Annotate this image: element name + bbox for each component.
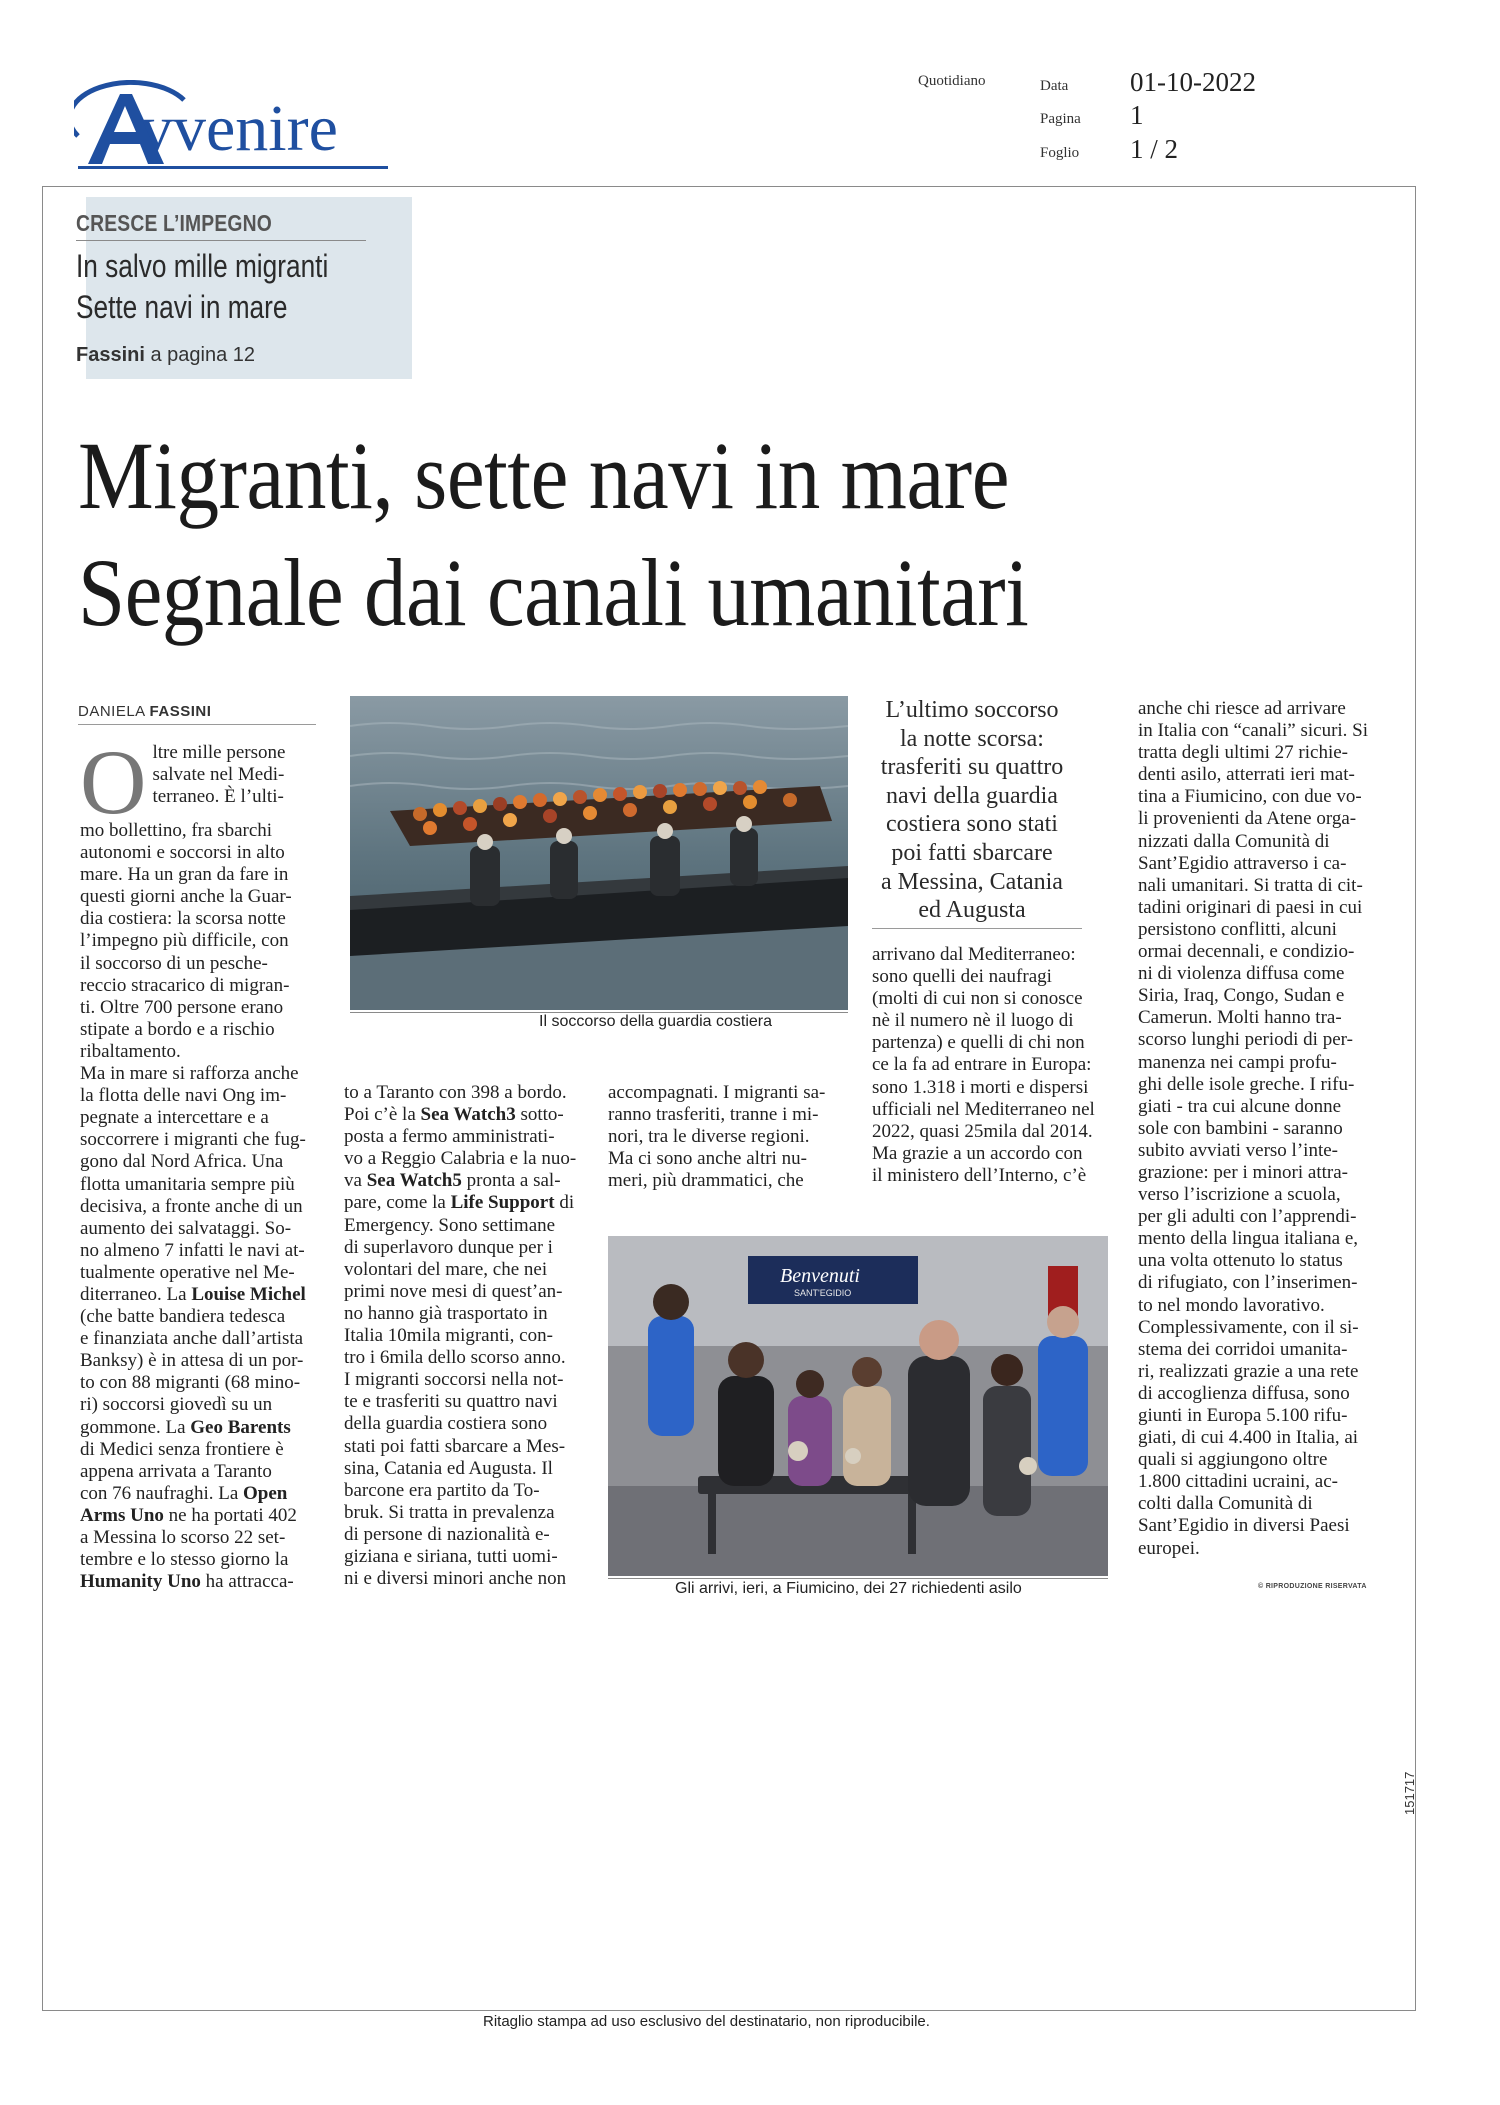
deck-line: a Messina, Catania	[881, 868, 1063, 895]
text-line: to a Taranto con 398 a bordo.	[344, 1082, 567, 1103]
text-line: il ministero dell’Interno, c’è	[872, 1164, 1087, 1186]
text-line: sono quelli dei naufragi	[872, 966, 1052, 988]
deck-line: costiera sono stati	[886, 811, 1058, 838]
deck-line: L’ultimo soccorso	[885, 697, 1059, 723]
text-line: tro i 6mila dello scorso anno.	[344, 1347, 566, 1369]
ship-name: Arms Uno	[80, 1504, 164, 1526]
text-line: questi giorni anche la Guar-	[80, 886, 292, 908]
text-line: Complessivamente, con il si-	[1138, 1316, 1359, 1338]
text-line: giunti in Europa 5.100 rifu-	[1138, 1405, 1348, 1426]
ship-name: Sea Watch5	[366, 1170, 462, 1192]
text-line: anche chi riesce ad arrivare	[1138, 698, 1346, 719]
text-line: in Italia con “canali” sicuri. Si	[1138, 720, 1369, 742]
text-line: (molti di cui non si conosce	[872, 988, 1083, 1010]
publication-type: Quotidiano	[918, 73, 986, 89]
deck-line: trasferiti su quattro	[880, 754, 1064, 781]
text-line	[80, 1417, 318, 1439]
text-line: denti asilo, atterrati ieri mat-	[1138, 764, 1355, 786]
text-line: Sant’Egidio attraverso i ca-	[1138, 852, 1347, 874]
text-line: scorso lunghi periodi di per-	[1138, 1029, 1353, 1051]
text-line: nali umanitari. Si tratta di cit-	[1138, 874, 1363, 896]
column-4	[872, 944, 1110, 1187]
text-line: mo bollettino, fra sbarchi	[80, 820, 273, 841]
ship-name: Louise Michel	[191, 1283, 306, 1305]
text-line: di persone di nazionalità e-	[344, 1523, 550, 1545]
article-deck	[872, 696, 1072, 925]
text-line: tadini originari di paesi in cui	[1138, 896, 1363, 918]
text-line: partenza) e quelli di chi non	[872, 1032, 1085, 1054]
text-line: meri, più drammatici, che	[608, 1170, 804, 1192]
text-line: nizzati dalla Comunità di	[1138, 830, 1330, 852]
text-line: aumento dei salvataggi. So-	[80, 1217, 292, 1239]
text-line: quali si aggiungono oltre	[1138, 1449, 1328, 1471]
text-line: Camerun. Molti hanno tra-	[1138, 1007, 1342, 1029]
text-span: diterraneo. La	[80, 1283, 192, 1305]
text-line: persistono conflitti, alcuni	[1138, 918, 1337, 940]
teaser-rule	[76, 240, 366, 241]
text-span: Poi c’è la	[344, 1104, 421, 1126]
text-line: terraneo. È l’ulti-	[152, 786, 284, 808]
text-line: stati poi fatti sbarcare a Mes-	[344, 1435, 566, 1457]
avvenire-logo	[74, 80, 394, 172]
ship-name: Sea Watch3	[420, 1104, 516, 1126]
text-line: ni e diversi minori anche non	[344, 1568, 567, 1590]
text-line: ti. Oltre 700 persone erano	[80, 996, 284, 1018]
text-line: ghi delle isole greche. I rifu-	[1138, 1073, 1355, 1095]
text-line: te e trasferiti su quattro navi	[344, 1391, 558, 1413]
sheet-value: 1 / 2	[1130, 134, 1179, 164]
text-line: I migranti soccorsi nella not-	[344, 1369, 564, 1391]
text-line: ni di violenza diffusa come	[1138, 963, 1345, 985]
text-span: va	[344, 1170, 367, 1192]
column-2	[344, 1082, 582, 1590]
text-line: tratta degli ultimi 27 richie-	[1138, 742, 1348, 764]
deck-line: ed Augusta	[918, 897, 1026, 924]
text-line: decisiva, a fronte anche di un	[80, 1195, 303, 1217]
text-line: reccio stracarico di migran-	[80, 974, 290, 996]
arrivals-caption-rule	[608, 1578, 1108, 1579]
text-line: soccorrere i migranti che fug-	[80, 1129, 306, 1151]
rescue-photo-caption: Il soccorso della guardia costiera	[539, 1013, 773, 1030]
text-line: verso l’iscrizione a scuola,	[1138, 1184, 1341, 1206]
ship-name: Humanity Uno	[80, 1571, 201, 1593]
text-line	[80, 1505, 318, 1527]
arrivals-photo-image	[608, 1236, 1108, 1576]
text-line: Siria, Iraq, Congo, Sudan e	[1138, 985, 1345, 1007]
text-line: Ma in mare si rafforza anche	[80, 1063, 299, 1085]
article-byline	[78, 703, 211, 720]
ship-name: Life Support	[450, 1192, 555, 1214]
text-span: ha attracca-	[200, 1571, 294, 1593]
date-label: Data	[1040, 78, 1069, 94]
text-line: giati - tra cui alcune donne	[1138, 1095, 1342, 1117]
text-line: no hanno già trasportato in	[344, 1302, 548, 1324]
deck-line: la notte scorsa:	[900, 725, 1044, 752]
text-line: mare. Ha un gran da fare in	[80, 864, 289, 886]
headline-line-2: Segnale dai canali umanitari	[78, 539, 1029, 646]
date-value: 01-10-2022	[1130, 67, 1256, 97]
text-line: giati, di cui 4.400 in Italia, ai	[1138, 1427, 1359, 1449]
text-span: ne ha portati 402	[163, 1504, 297, 1526]
byline-last-name: FASSINI	[149, 703, 212, 720]
text-span: pare, come la	[344, 1192, 451, 1214]
deck-line: navi della guardia	[886, 782, 1058, 809]
text-line: ce la fa ad entrare in Europa:	[872, 1054, 1092, 1076]
text-line: no almeno 7 infatti le navi at-	[80, 1239, 305, 1261]
side-code: 151717	[1402, 1771, 1417, 1815]
text-line: autonomi e soccorsi in alto	[80, 842, 285, 864]
text-line: la flotta delle navi Ong im-	[80, 1085, 287, 1107]
deck-rule	[872, 928, 1082, 929]
deck-line: poi fatti sbarcare	[891, 839, 1053, 866]
text-line: flotta umanitaria sempre più	[80, 1173, 295, 1195]
text-line: ltre mille persone	[152, 742, 286, 763]
text-span: sotto-	[515, 1104, 564, 1126]
text-line	[80, 1571, 318, 1593]
teaser-page-ref: a pagina 12	[144, 344, 256, 366]
text-span: con 76 naufraghi. La	[80, 1482, 244, 1504]
text-line	[80, 1284, 318, 1306]
text-line: il soccorso di un pesche-	[80, 952, 268, 974]
text-line: appena arrivata a Taranto	[80, 1460, 272, 1482]
text-line: dia costiera: la scorsa notte	[80, 908, 286, 930]
text-line: ufficiali nel Mediterraneo nel	[872, 1098, 1095, 1120]
column-3	[608, 1082, 846, 1192]
text-line: 1.800 cittadini ucraini, ac-	[1138, 1471, 1338, 1493]
ship-name: Open	[243, 1482, 288, 1504]
text-line: sole con bambini - saranno	[1138, 1117, 1343, 1139]
ship-name: Geo Barents	[190, 1416, 291, 1438]
text-line: l’impegno più difficile, con	[80, 930, 289, 952]
text-line: salvate nel Medi-	[152, 764, 285, 786]
text-line: nè il numero nè il luogo di	[872, 1010, 1074, 1032]
rescue-photo	[350, 696, 848, 1010]
text-line: Ma grazie a un accordo con	[872, 1142, 1083, 1164]
byline-rule	[78, 724, 316, 725]
text-line: a Messina lo scorso 22 set-	[80, 1527, 286, 1548]
sheet-label: Foglio	[1040, 145, 1080, 161]
text-line	[344, 1170, 582, 1192]
text-line	[80, 1483, 318, 1505]
teaser-line-1: In salvo mille migranti	[76, 248, 329, 284]
text-line: manenza nei campi profu-	[1138, 1051, 1337, 1073]
text-line: vo a Reggio Calabria e la nuo-	[344, 1148, 577, 1170]
arrivals-photo-caption: Gli arrivi, ieri, a Fiumicino, dei 27 richiedenti asilo	[675, 1580, 1022, 1597]
text-line: e finanziata anche dall’artista	[80, 1328, 304, 1350]
teaser-byline	[76, 344, 255, 367]
text-line: ormai decennali, e condizio-	[1138, 941, 1355, 963]
text-line: ri, realizzati grazie a una rete	[1138, 1360, 1359, 1382]
text-line: bruk. Si tratta in prevalenza	[344, 1501, 555, 1523]
text-line: di accoglienza diffusa, sono	[1138, 1382, 1350, 1404]
rescue-photo-image	[350, 696, 848, 1010]
teaser-line-2: Sette navi in mare	[76, 289, 288, 325]
text-line: tembre e lo stesso giorno la	[80, 1549, 289, 1571]
text-line: (che batte bandiera tedesca	[80, 1306, 286, 1328]
svg-text:vvenire: vvenire	[140, 92, 338, 165]
text-line: una volta ottenuto lo status	[1138, 1250, 1343, 1272]
text-line: stipate a bordo e a rischio	[80, 1018, 275, 1040]
footer-notice: Ritaglio stampa ad uso esclusivo del destinatario, non riproducibile.	[483, 2013, 930, 2030]
text-line: Emergency. Sono settimane	[344, 1214, 556, 1236]
text-line: colti dalla Comunità di	[1138, 1493, 1313, 1515]
text-line: li provenienti da Atene orga-	[1138, 808, 1357, 830]
text-line: tualmente operative nel Me-	[80, 1261, 295, 1283]
text-line: di superlavoro dunque per i	[344, 1236, 553, 1258]
text-line: europei.	[1138, 1537, 1200, 1559]
text-span: pronta a sal-	[461, 1170, 561, 1192]
text-line	[344, 1192, 582, 1214]
text-line: di Medici senza frontiere è	[80, 1438, 284, 1460]
text-line: tina a Fiumicino, con due vo-	[1138, 786, 1362, 808]
column-5	[1138, 698, 1376, 1560]
text-line: Sant’Egidio in diversi Paesi	[1138, 1515, 1350, 1537]
text-line: volontari del mare, che nei	[344, 1258, 548, 1280]
arrivals-sign-title: Benvenuti	[780, 1265, 860, 1287]
teaser-author: Fassini	[76, 344, 145, 366]
drop-cap: O	[80, 731, 147, 833]
copyright-notice: © RIPRODUZIONE RISERVATA	[1258, 1583, 1367, 1590]
headline-line-1: Migranti, sette navi in mare	[78, 422, 1010, 529]
text-line: grazione: per i minori attra-	[1138, 1161, 1348, 1183]
column-1	[80, 731, 318, 1593]
text-line: barcone era partito da To-	[344, 1479, 540, 1501]
text-line: mento della lingua italiana e,	[1138, 1228, 1359, 1250]
text-line: sina, Catania ed Augusta. Il	[344, 1457, 553, 1479]
text-line: primi nove mesi di quest’an-	[344, 1280, 563, 1302]
text-line: Banksy) è in attesa di un por-	[80, 1350, 304, 1372]
teaser-kicker: CRESCE L’IMPEGNO	[76, 210, 272, 236]
text-line: 2022, quasi 25mila dal 2014.	[872, 1120, 1093, 1142]
text-span: gommone. La	[80, 1416, 191, 1438]
text-line: ri) soccorsi giovedì su un	[80, 1394, 273, 1416]
text-line: pegnate a intercettare e a	[80, 1107, 269, 1129]
text-line	[344, 1104, 582, 1126]
text-line: to nel mondo lavorativo.	[1138, 1294, 1325, 1316]
avvenire-logo-mark	[74, 80, 394, 172]
text-line: sono 1.318 i morti e dispersi	[872, 1076, 1089, 1098]
text-line: accompagnati. I migranti sa-	[608, 1082, 826, 1103]
text-line: per gli adulti con l’apprendi-	[1138, 1206, 1357, 1228]
arrivals-photo	[608, 1236, 1108, 1576]
page-value: 1	[1130, 100, 1144, 130]
text-line: Italia 10mila migranti, con-	[344, 1325, 553, 1347]
text-line: della guardia costiera sono	[344, 1413, 548, 1435]
text-line: ranno trasferiti, tranne i mi-	[608, 1104, 819, 1126]
byline-first-name: DANIELA	[78, 703, 150, 720]
text-line: to con 88 migranti (68 mino-	[80, 1372, 301, 1394]
text-line: gono dal Nord Africa. Una	[80, 1151, 284, 1173]
text-line: Ma ci sono anche altri nu-	[608, 1148, 807, 1170]
text-line: di rifugiato, con l’inserimen-	[1138, 1272, 1358, 1294]
page-label: Pagina	[1040, 111, 1081, 127]
text-line: posta a fermo amministrati-	[344, 1126, 555, 1148]
text-line: giziana e siriana, tutti uomi-	[344, 1545, 558, 1567]
text-line: arrivano dal Mediterraneo:	[872, 944, 1076, 965]
text-span: di	[554, 1192, 575, 1214]
text-line: stema dei corridoi umanita-	[1138, 1338, 1348, 1360]
text-line: nori, tra le diverse regioni.	[608, 1126, 810, 1148]
text-line: subito avviati verso l’inte-	[1138, 1139, 1338, 1161]
text-line: ribaltamento.	[80, 1040, 181, 1062]
arrivals-sign-org: SANT'EGIDIO	[794, 1288, 852, 1298]
